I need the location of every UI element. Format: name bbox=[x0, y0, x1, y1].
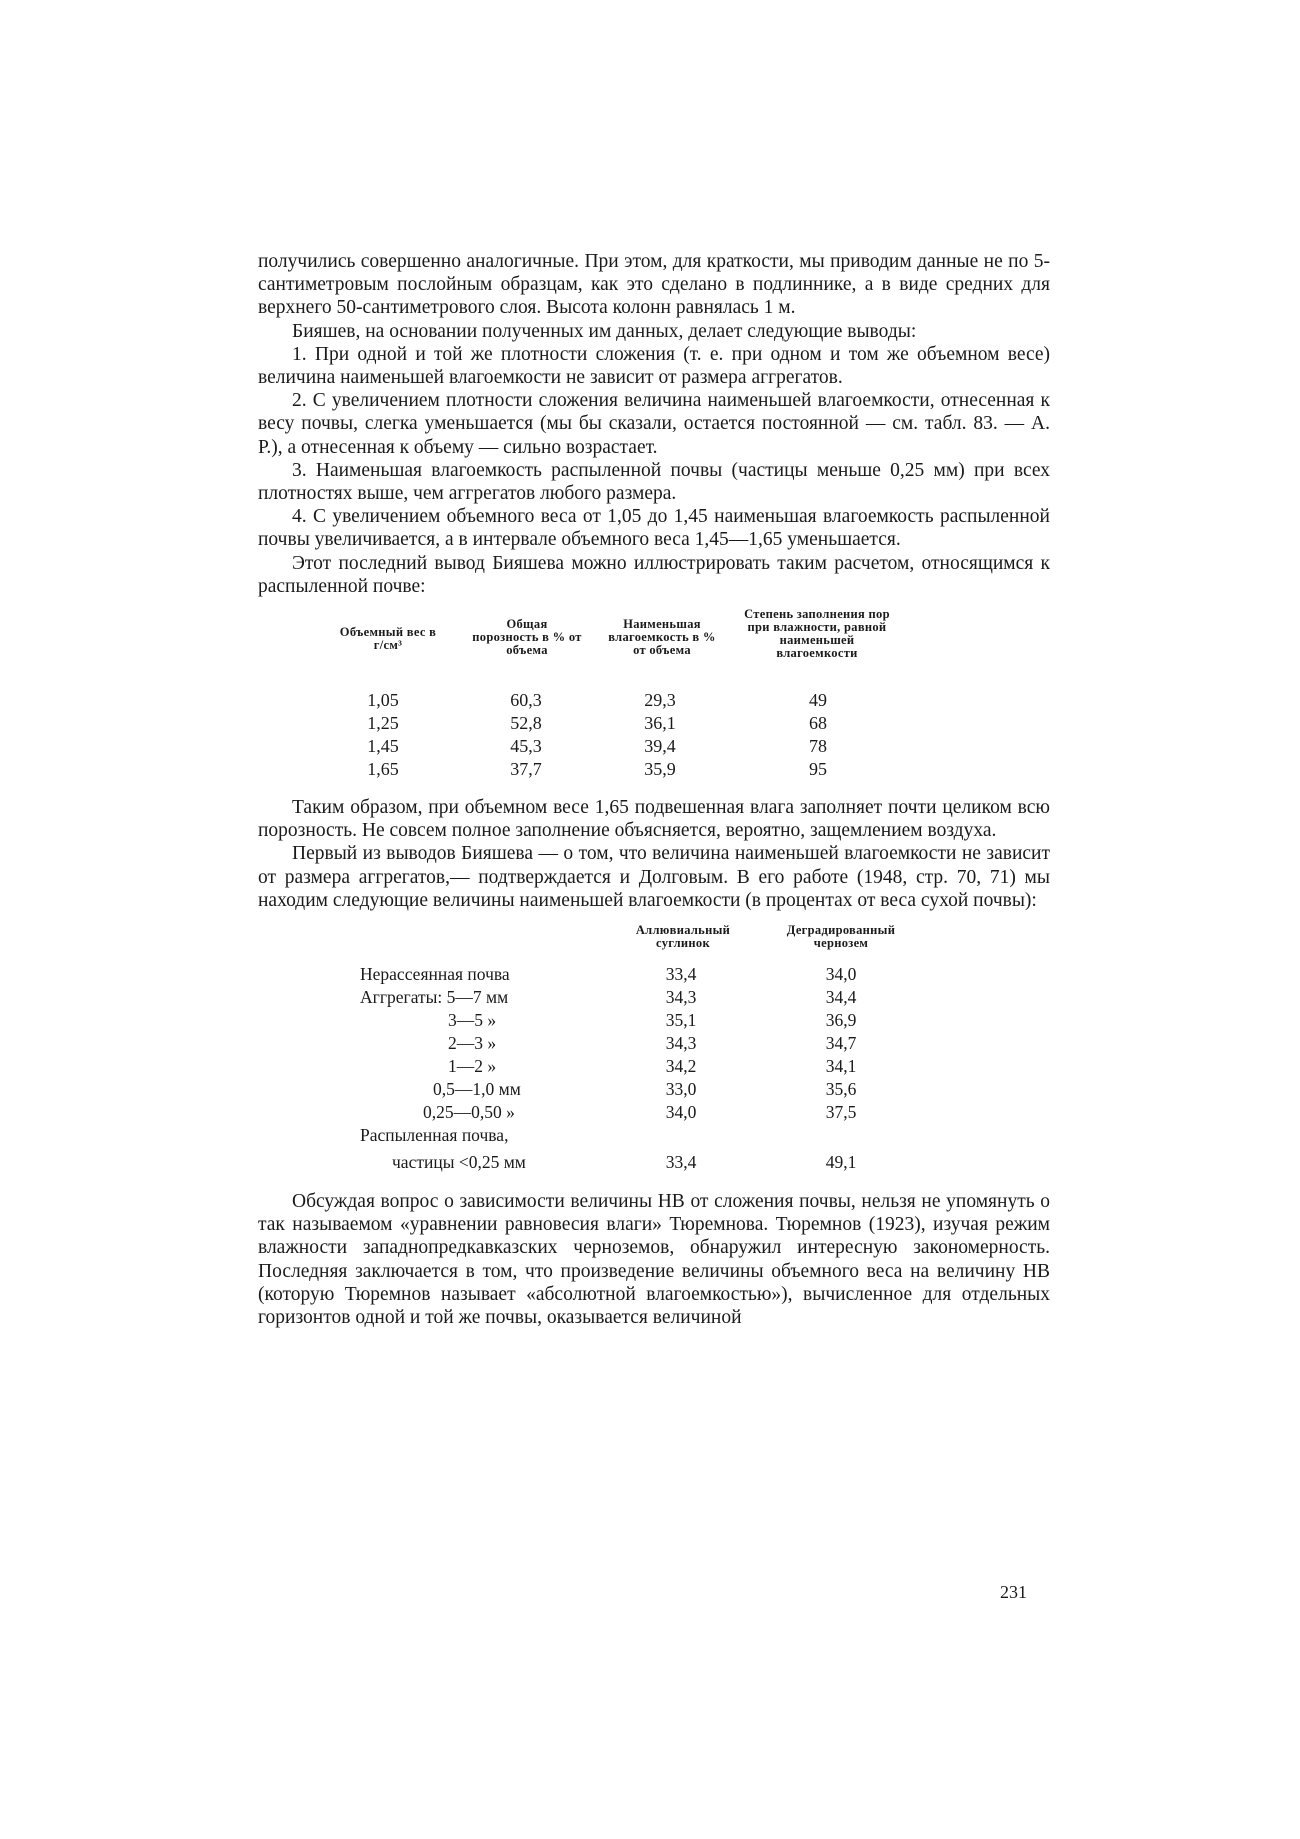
table-cell: 78 bbox=[809, 736, 827, 757]
table-cell: 1,45 bbox=[367, 736, 399, 757]
table-header: Объемный вес в г/см³ bbox=[339, 625, 437, 653]
table-cell: 35,6 bbox=[825, 1079, 857, 1100]
table-row bbox=[258, 759, 1050, 782]
row-label: 2—3 » bbox=[448, 1033, 497, 1054]
table-cell: 35,9 bbox=[644, 759, 676, 780]
table-cell: 33,4 bbox=[665, 964, 697, 985]
table-cell: 35,1 bbox=[665, 1010, 697, 1031]
row-label: Нерассеянная почва bbox=[360, 964, 510, 985]
table-cell: 1,25 bbox=[367, 713, 399, 734]
conclusion-4: 4. С увеличением объемного веса от 1,05 до 1,45 наименьшая влагоемкость распыленной почвы увеличивается, а в интервале объемного веса 1,45—1,65 уменьшается. bbox=[258, 506, 1050, 551]
table-header: Наименьшая влагоемкость в % от объема bbox=[608, 617, 716, 658]
conclusion-2: 2. С увеличением плотности сложения величина наименьшей влагоемкости, отнесенная к весу почвы, слегка уменьшается (мы бы сказали, остается постоянной — см. табл. 83. — А. Р.), а отнесенная к объему — сильно возрастает. bbox=[258, 390, 1050, 458]
table-cell: 34,2 bbox=[665, 1056, 697, 1077]
row-label: 1—2 » bbox=[448, 1056, 497, 1077]
table-row bbox=[258, 713, 1050, 736]
table-cell: 39,4 bbox=[644, 736, 676, 757]
table-header: Аллювиальный суглинок bbox=[635, 923, 731, 951]
table-cell: 1,05 bbox=[367, 690, 399, 711]
page-number: 231 bbox=[1000, 1582, 1027, 1602]
table-cell: 1,65 bbox=[367, 759, 399, 780]
table-cell: 34,3 bbox=[665, 987, 697, 1008]
paragraph: Таким образом, при объемном весе 1,65 подвешенная влага заполняет почти целиком всю порозность. Не совсем полное заполнение объясняется, вероятно, защемлением воздуха. bbox=[258, 797, 1050, 842]
table-row bbox=[258, 1102, 1050, 1125]
table-row bbox=[258, 1010, 1050, 1033]
paragraph: Первый из выводов Бияшева — о том, что величина наименьшей влагоемкости не зависит от размера аггрегатов,— подтверждается и Долговым. В его работе (1948, стр. 70, 71) мы находим следующие величины наименьшей влагоемкости (в процентах от веса сухой почвы): bbox=[258, 843, 1050, 911]
table-row bbox=[258, 1125, 1050, 1148]
table-cell: 49 bbox=[809, 690, 827, 711]
row-label: 0,25—0,50 » bbox=[423, 1102, 515, 1123]
table-cell: 36,1 bbox=[644, 713, 676, 734]
table-row bbox=[258, 736, 1050, 759]
table-cell: 34,1 bbox=[825, 1056, 857, 1077]
table-row bbox=[258, 987, 1050, 1010]
row-label: 3—5 » bbox=[448, 1010, 497, 1031]
paragraph: Этот последний вывод Бияшева можно иллюстрировать таким расчетом, относящимся к распыленной почве: bbox=[258, 552, 1050, 597]
table-cell: 34,0 bbox=[825, 964, 857, 985]
porosity-table bbox=[258, 606, 1050, 796]
table-row bbox=[258, 1079, 1050, 1102]
table-header: Общая порозность в % от объема bbox=[472, 617, 582, 658]
table-cell: 36,9 bbox=[825, 1010, 857, 1031]
table-cell: 60,3 bbox=[510, 690, 542, 711]
table-row bbox=[258, 1056, 1050, 1079]
table-cell: 33,0 bbox=[665, 1079, 697, 1100]
table-row bbox=[258, 964, 1050, 987]
row-label: 0,5—1,0 мм bbox=[433, 1079, 521, 1100]
capacity-table bbox=[258, 924, 1050, 1190]
table-row bbox=[258, 690, 1050, 713]
table-cell: 52,8 bbox=[510, 713, 542, 734]
paragraph: Обсуждая вопрос о зависимости величины НВ от сложения почвы, нельзя не упомянуть о так называемом «уравнении равновесия влаги» Тюремнова. Тюремнов (1923), изучая режим влажности западнопредкавказских черноземов, обнаружил интересную закономерность. Последняя заключается в том, что произведение величины объемного веса на величину НВ (которую Тюремнов называет «абсолютной влагоемкостью»), вычисленное для отдельных горизонтов одной и той же почвы, оказывается величиной bbox=[258, 1191, 1050, 1329]
conclusion-3: 3. Наименьшая влагоемкость распыленной почвы (частицы меньше 0,25 мм) при всех плотностях выше, чем аггрегатов любого размера. bbox=[258, 459, 1050, 505]
table-cell: 33,4 bbox=[665, 1152, 697, 1173]
table-cell: 29,3 bbox=[644, 690, 676, 711]
table-cell: 49,1 bbox=[825, 1152, 857, 1173]
row-label: частицы <0,25 мм bbox=[392, 1152, 526, 1173]
row-label: Распыленная почва, bbox=[360, 1125, 509, 1146]
table-cell: 68 bbox=[809, 713, 827, 734]
table-cell: 95 bbox=[809, 759, 827, 780]
table-cell: 34,4 bbox=[825, 987, 857, 1008]
table-cell: 34,0 bbox=[665, 1102, 697, 1123]
table-row bbox=[258, 1033, 1050, 1056]
page-body bbox=[258, 250, 1050, 1329]
row-label: Аггрегаты: 5—7 мм bbox=[360, 987, 509, 1008]
table-cell: 34,7 bbox=[825, 1033, 857, 1054]
table-cell: 37,7 bbox=[510, 759, 542, 780]
table-cell: 37,5 bbox=[825, 1102, 857, 1123]
paragraph: получились совершенно аналогичные. При этом, для краткости, мы приводим данные не по 5-сантиметровым послойным образцам, как это сделано в подлиннике, а в виде средних для верхнего 50-сантиметрового слоя. Высота колонн равнялась 1 м. bbox=[258, 251, 1050, 319]
table-header: Деградированный чернозем bbox=[786, 923, 896, 951]
paragraph: Бияшев, на основании полученных им данных, делает следующие выводы: bbox=[292, 320, 917, 342]
table-cell: 34,3 bbox=[665, 1033, 697, 1054]
conclusion-1: 1. При одной и той же плотности сложения (т. е. при одном и том же объемном весе) величина наименьшей влагоемкости не зависит от размера аггрегатов. bbox=[258, 343, 1050, 389]
table-cell: 45,3 bbox=[510, 736, 542, 757]
table-row bbox=[258, 1152, 1050, 1175]
table-header: Степень заполнения пор при влажности, равной наименьшей влагоемкости bbox=[744, 607, 890, 661]
